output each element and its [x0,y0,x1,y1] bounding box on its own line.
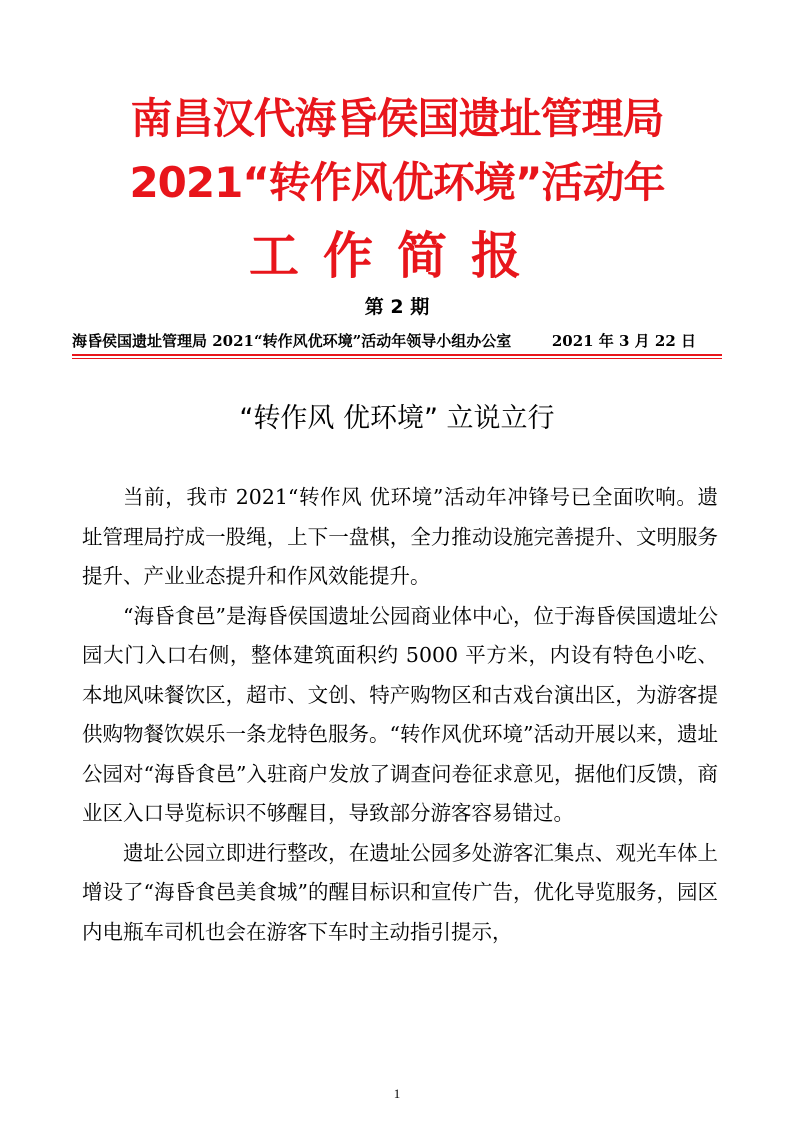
issue-date: 2021 年 3 月 22 日 [551,332,696,350]
bulletin-title-line-1: 南昌汉代海昏侯国遗址管理局 [130,94,664,143]
issuer-line [72,330,712,351]
paragraph: “海昏食邑”是海昏侯国遗址公园商业体中心，位于海昏侯国遗址公园大门入口右侧，整体建筑面积约 5000 平方米，内设有特色小吃、本地风味餐饮区，超市、文创、特产购物区和古戏台演出区，为游客提供购物餐饮娱乐一条龙特色服务。“转作风优环境”活动开展以来，遗址公园对“海昏食邑”入驻商户发放了调查问卷征求意见，据他们反馈，商业区入口导览标识不够醒目，导致部分游客容易错过。 [82,603,718,825]
paragraph: 当前，我市 2021“转作风 优环境”活动年冲锋号已全面吹响。遗址管理局拧成一股绳，上下一盘棋，全力推动设施完善提升、文明服务提升、产业业态提升和作风效能提升。 [82,485,718,588]
paragraph: 遗址公园立即进行整改，在遗址公园多处游客汇集点、观光车体上增设了“海昏食邑美食城”的醒目标识和宣传广告，优化导览服务，园区内电瓶车司机也会在游客下车时主动指引提示， [82,840,718,944]
issuer-org: 海昏侯国遗址管理局 2021“转作风优环境”活动年领导小组办公室 [72,332,512,350]
bulletin-title-line-3: 工作简报 [249,227,545,285]
issue-number: 第 2 期 [364,296,430,318]
bulletin-title-line-2: 2021“转作风优环境”活动年 [129,158,665,207]
header-divider-thick [72,354,722,356]
article-body [82,478,718,952]
page-number: 1 [393,1086,401,1101]
article-title: “转作风 优环境” 立说立行 [239,403,555,434]
header-divider-thin [72,358,722,359]
